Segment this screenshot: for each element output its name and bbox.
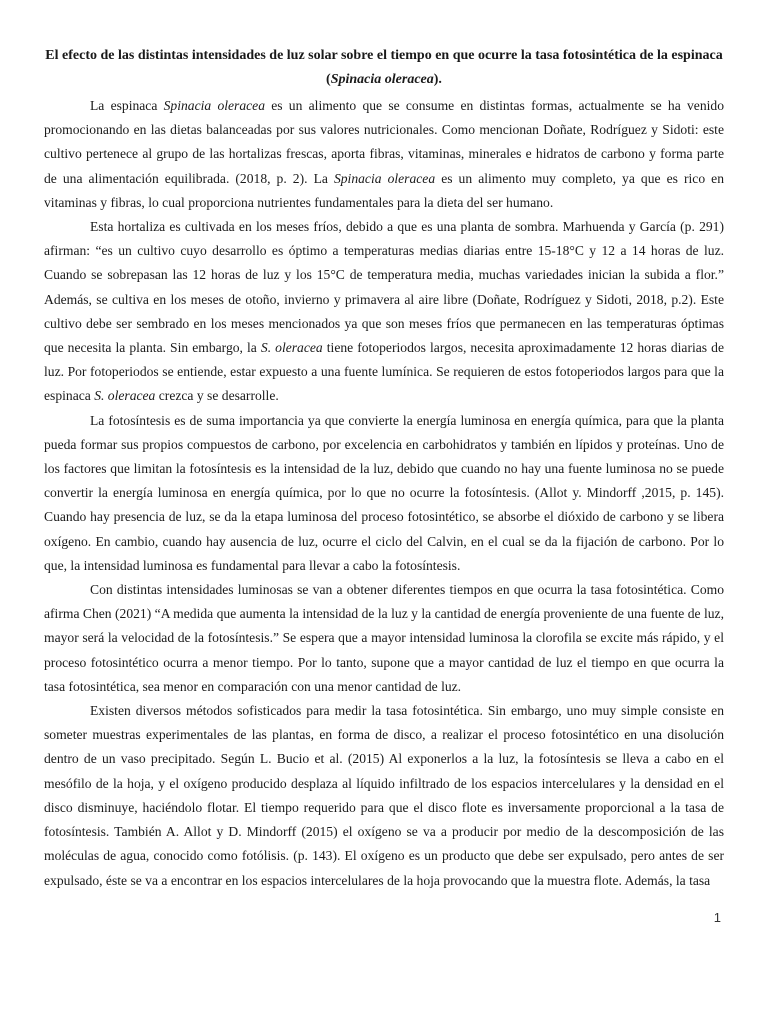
species-name: Spinacia oleracea [333, 170, 436, 186]
title-main: El efecto de las distintas intensidades de luz solar sobre el tiempo en que ocurre la tasa fotosintética de la espinaca [45, 48, 723, 63]
paragraph-text: La espinaca [90, 98, 164, 113]
paragraph-1 [44, 94, 724, 215]
paragraph-text: crezca y se desarrolle. [155, 388, 279, 404]
title-species: Spinacia oleracea [330, 72, 434, 87]
paragraph-text: es un alimento que se consume en distintas formas, actualmente se ha venido promocionando en las dietas balanceadas por sus valores nutricionales. Como mencionan Doñate, Rodríguez y Sidoti: este cultivo pertenece al grupo de las hortalizas frescas, aporta fibras, vitaminas, minerales e hidratos de carbono y forma parte de una alimentación equilibrada. (2018, p. 2). La [44, 98, 724, 186]
title-close: ). [433, 72, 442, 87]
title-open-paren: ( [326, 72, 331, 87]
document-body [44, 94, 724, 893]
paragraph-5: Existen diversos métodos sofisticados para medir la tasa fotosintética. Sin embargo, uno muy simple consiste en someter muestras experimentales de las plantas, en forma de disco, a realizar el proceso fotosintético en una disolución dentro de un vaso precipitado. Según L. Bucio et al. (2015) Al exponerlos a la luz, la fotosíntesis se lleva a cabo en el mesófilo de la hoja, y el oxígeno producido desplaza al líquido infiltrado de los espacios intercelulares y la densidad en el disco disminuye, haciéndolo flotar. El tiempo requerido para que el disco flote es inversamente proporcional a la tasa de fotosíntesis. También A. Allot y D. Mindorff (2015) el oxígeno se va a producir por medio de la descomposición de las moléculas de agua, conocido como fotólisis. (p. 143). El oxígeno es un producto que debe ser expulsado, pero antes de ser expulsado, éste se va a encontrar en los espacios intercelulares de la hoja provocando que la muestra flote. Además, la tasa [44, 703, 724, 888]
species-name: Spinacia oleracea [163, 98, 265, 113]
paragraph-text: es un alimento muy completo, ya que es rico en vitaminas y fibras, lo cual proporciona nutrientes fundamentales para la dieta del ser humano. [44, 170, 724, 210]
species-name: S. oleracea [94, 388, 156, 404]
paragraph-3: La fotosíntesis es de suma importancia ya que convierte la energía luminosa en energía química, para que la planta pueda formar sus propios compuestos de carbono, por excelencia en carbohidratos y también en lípidos y proteínas. Uno de los factores que limitan la fotosíntesis es la intensidad de la luz, debido que cuando no hay una fuente luminosa no se puede convertir la energía luminosa en energía química, por lo que no ocurre la fotosíntesis. (Allot y. Mindorff ,2015, p. 145). Cuando hay presencia de luz, se da la etapa luminosa del proceso fotosintético, se absorbe el dióxido de carbono y se libera oxígeno. En cambio, cuando hay ausencia de luz, ocurre el ciclo del Calvin, en el cual se da la fijación de carbono. Por lo que, la intensidad luminosa es fundamental para llevar a cabo la fotosíntesis. [44, 412, 724, 573]
species-name: S. oleracea [260, 340, 323, 356]
paragraph-text: Esta hortaliza es cultivada en los meses fríos, debido a que es una planta de sombra. Marhuenda y García (p. 291) afirman: “es un cultivo cuyo desarrollo es óptimo a temperaturas medias diarias entre 15-18°C y 12 a 14 horas de luz. Cuando se sobrepasan las 12 horas de luz y los 15°C de temperatura media, muchas variedades inician la subida a flor.” Además, se cultiva en los meses de otoño, invierno y primavera al aire libre (Doñate, Rodríguez y Sidoti, 2018, p.2). Este cultivo debe ser sembrado en los meses mencionados ya que son meses fríos que permanecen en las temperaturas óptimas que necesita la planta. Sin embargo, la [44, 219, 724, 356]
paragraph-text: tiene fotoperiodos largos, necesita aproximadamente 12 horas diarias de luz. Por fotoperiodos se entiende, estar expuesto a una fuente lumínica. Se requieren de estos fotoperiodos largos para que la espinaca [44, 340, 724, 404]
page-number: 1 [713, 910, 721, 925]
document-title [44, 44, 724, 92]
paragraph-4: Con distintas intensidades luminosas se van a obtener diferentes tiempos en que ocurra la tasa fotosintética. Como afirma Chen (2021) “A medida que aumenta la intensidad de la luz y la cantidad de energía proveniente de una fuente de luz, mayor será la velocidad de la fotosíntesis.” Se espera que a mayor intensidad luminosa la clorofila se excite más rápido, y el proceso fotosintético ocurra a menor tiempo. Por lo tanto, supone que a mayor cantidad de luz el tiempo en que ocurra la tasa fotosintética, sea menor en comparación con una menor cantidad de luz. [44, 582, 724, 694]
paragraph-2 [44, 215, 724, 409]
